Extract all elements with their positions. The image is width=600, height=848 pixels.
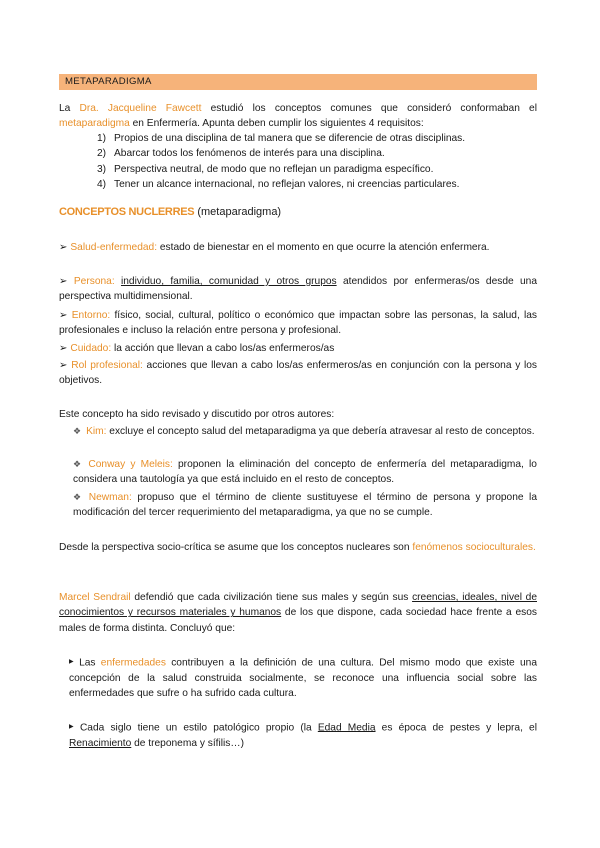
list-item: 1) Propios de una disciplina de tal manera que se diferencie de otras disciplinas.: [96, 133, 466, 144]
author-fawcett: Dra. Jacqueline Fawcett: [79, 103, 202, 114]
triangle-bullet-icon: ▶: [69, 659, 77, 665]
section-heading: METAPARADIGMA: [59, 74, 537, 90]
triangle-bullet-icon: ▶: [69, 724, 77, 730]
concept-entorno: ➢ Entorno: físico, social, cultural, político o económico que impactan sobre las personas, la salud, las profesionales e incluso la relación entre persona y profesional.: [59, 310, 537, 337]
arrow-bullet-icon: ➢: [59, 343, 68, 354]
author-newman: ❖ Newman: propuso que el término de cliente sustituyese el término de persona y propone la modificación del tercer requerimiento del metaparadigma, ya que no se cumple.: [73, 492, 537, 519]
list-item: 3) Perspectiva neutral, de modo que no reflejan un paradigma específico.: [96, 163, 434, 175]
diamond-bullet-icon: ❖: [73, 459, 84, 469]
sendrail-paragraph: Marcel Sendrail defendió que cada civilización tiene sus males y según sus creencias, ideales, nivel de conocimientos y recursos materiales y humanos de los que dispone, cada sociedad hace frente a esos males de forma distinta. Concluyó que:: [59, 592, 537, 634]
revised-intro: Este concepto ha sido revisado y discutido por otros autores:: [59, 409, 335, 420]
list-item: 2) Abarcar todos los fenómenos de interés para una disciplina.: [96, 148, 385, 160]
bullet-siglo: ▶ Cada siglo tiene un estilo patológico propio (la Edad Media es época de pestes y lepra, el Renacimiento de treponema y sífilis…): [69, 722, 537, 749]
concept-rol: ➢ Rol profesional: acciones que llevan a cabo los/as enfermeros/as en conjunción con la persona y los objetivos.: [59, 360, 537, 387]
intro-paragraph: La Dra. Jacqueline Fawcett estudió los conceptos comunes que consideró conformaban el metaparadigma en Enfermería. Apunta deben cumplir los siguientes 4 requisitos:: [59, 103, 537, 130]
concept-persona: ➢ Persona: individuo, familia, comunidad y otros grupos atendidos por enfermeras/os desde una perspectiva multidimensional.: [59, 276, 537, 303]
arrow-bullet-icon: ➢: [59, 276, 68, 287]
concept-cuidado: ➢ Cuidado: la acción que llevan a cabo los/as enfermeros/as: [59, 343, 335, 354]
list-item: 4) Tener un alcance internacional, no reflejan valores, ni creencias particulares.: [96, 179, 460, 191]
arrow-bullet-icon: ➢: [59, 242, 68, 253]
diamond-bullet-icon: ❖: [73, 492, 84, 502]
section-title: CONCEPTOS NUCLERRES (metaparadigma): [59, 206, 282, 218]
diamond-bullet-icon: ❖: [73, 426, 82, 436]
arrow-bullet-icon: ➢: [59, 360, 68, 371]
author-conway-meleis: ❖ Conway y Meleis: proponen la eliminación del concepto de enfermería del metaparadigma, lo considera una tautología ya que está incluido en el resto de conceptos.: [73, 459, 537, 486]
term-metaparadigma: metaparadigma: [59, 118, 130, 130]
concept-salud: ➢ Salud-enfermedad: estado de bienestar en el momento en que ocurre la atención enfermera.: [59, 242, 490, 253]
author-kim: ❖ Kim: excluye el concepto salud del metaparadigma ya que debería atravesar al resto de conceptos.: [73, 426, 535, 437]
requirements-list: [84, 131, 534, 193]
arrow-bullet-icon: ➢: [59, 310, 68, 321]
bullet-enfermedades: ▶ Las enfermedades contribuyen a la definición de una cultura. Del mismo modo que existe una concepción de la salud construida socialmente, se reconoce una influencia social sobre las enfermedades que sufre o ha sufrido cada cultura.: [69, 657, 537, 700]
sociocritica-paragraph: Desde la perspectiva socio-crítica se asume que los conceptos nucleares son fenómenos socioculturales.: [59, 542, 536, 553]
